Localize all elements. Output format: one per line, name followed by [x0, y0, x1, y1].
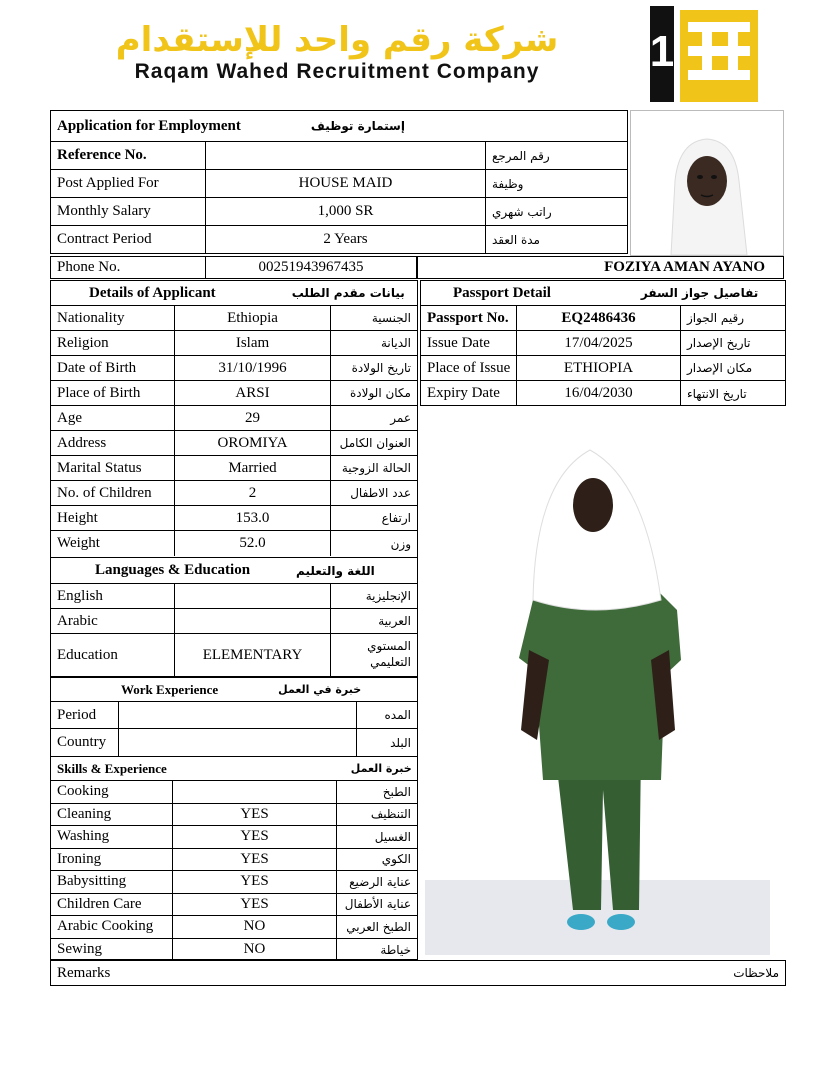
- applicant-ar-7: عدد الاطفال: [331, 481, 417, 506]
- passport-heading-english: Passport Detail: [453, 284, 551, 301]
- education-arabic: المستوي التعليمي: [367, 639, 411, 669]
- remarks-label: Remarks: [57, 964, 111, 981]
- skills-table: [50, 756, 418, 960]
- phone-label: Phone No.: [51, 257, 206, 278]
- skill-label-2: Washing: [51, 826, 173, 849]
- portrait-illustration: [631, 111, 783, 255]
- applicant-value-7: 2: [175, 481, 331, 506]
- skill-label-0: Cooking: [51, 781, 173, 804]
- skills-heading-english: Skills & Experience: [57, 761, 167, 776]
- applicant-value-0: Ethiopia: [175, 306, 331, 331]
- contract-label: Contract Period: [51, 226, 206, 253]
- skill-value-1: YES: [173, 804, 337, 827]
- skill-value-4: YES: [173, 871, 337, 894]
- applicant-label-1: Religion: [51, 331, 175, 356]
- applicant-label-3: Place of Birth: [51, 381, 175, 406]
- language-arabic-value: [175, 609, 331, 634]
- applicant-value-6: Married: [175, 456, 331, 481]
- work-period-value: [119, 702, 357, 729]
- applicant-value-1: Islam: [175, 331, 331, 356]
- reference-label: Reference No.: [51, 142, 206, 170]
- remarks-arabic: ملاحظات: [733, 966, 779, 980]
- form-title-row: [51, 111, 627, 142]
- skills-heading-arabic: خبرة العمل: [350, 762, 412, 775]
- applicant-ar-9: وزن: [390, 536, 411, 551]
- education-label: Education: [51, 634, 175, 676]
- salary-label-arabic: راتب شهري: [486, 198, 627, 226]
- passport-label-3: Expiry Date: [421, 381, 517, 406]
- applicant-value-9: 52.0: [175, 531, 331, 556]
- applicant-ar-5: العنوان الكامل: [331, 431, 417, 456]
- skill-ar-4: عناية الرضيع: [337, 871, 417, 894]
- applicant-ar-1: الديانة: [331, 331, 417, 356]
- applicant-label-2: Date of Birth: [51, 356, 175, 381]
- post-label-arabic: وظيفة: [486, 170, 627, 198]
- applicant-ar-3: مكان الولادة: [331, 381, 417, 406]
- company-name-english: Raqam Wahed Recruitment Company: [134, 60, 540, 83]
- remarks-row: [50, 960, 786, 986]
- passport-ar-2: مكان الإصدار: [681, 356, 785, 381]
- work-period-label: Period: [51, 702, 119, 729]
- passport-details-table: [420, 280, 786, 406]
- applicant-label-9: Weight: [51, 531, 175, 556]
- skill-ar-0: الطبخ: [337, 781, 417, 804]
- skill-label-6: Arabic Cooking: [51, 916, 173, 939]
- skill-value-0: [173, 781, 337, 804]
- applicant-label-5: Address: [51, 431, 175, 456]
- reference-label-arabic: رقم المرجع: [486, 142, 627, 170]
- applicant-value-2: 31/10/1996: [175, 356, 331, 381]
- applicant-ar-8: ارتفاع: [331, 506, 417, 531]
- languages-heading-row: [51, 558, 417, 584]
- passport-value-0: EQ2486436: [517, 306, 681, 331]
- skill-label-4: Babysitting: [51, 871, 173, 894]
- education-value: ELEMENTARY: [175, 634, 331, 676]
- language-arabic-label: Arabic: [51, 609, 175, 634]
- svg-text:1: 1: [650, 27, 675, 76]
- applicant-label-0: Nationality: [51, 306, 175, 331]
- work-heading-english: Work Experience: [121, 682, 219, 697]
- form-title-arabic: إستمارة توظيف: [310, 119, 405, 133]
- contract-label-arabic: مدة العقد: [492, 232, 540, 247]
- skill-ar-7: خياطة: [380, 942, 411, 957]
- work-period-arabic: المده: [357, 702, 417, 729]
- salary-value: 1,000 SR: [206, 198, 486, 226]
- applicant-heading-arabic: بيانات مقدم الطلب: [291, 286, 405, 300]
- passport-label-2: Place of Issue: [421, 356, 517, 381]
- applicant-name: FOZIYA AMAN AYANO: [417, 256, 784, 279]
- full-body-illustration: [425, 410, 785, 955]
- phone-value: 00251943967435: [258, 259, 364, 275]
- applicant-heading-english: Details of Applicant: [89, 284, 216, 301]
- skill-label-7: Sewing: [51, 939, 173, 962]
- work-country-label: Country: [51, 729, 119, 756]
- passport-value-1: 17/04/2025: [517, 331, 681, 356]
- passport-ar-0: رقيم الجواز: [681, 306, 785, 331]
- skill-value-3: YES: [173, 849, 337, 872]
- form-title-english: Application for Employment: [57, 117, 241, 134]
- skill-value-6: NO: [173, 916, 337, 939]
- languages-heading-english: Languages & Education: [95, 562, 251, 578]
- language-arabic-arabic: العربية: [331, 609, 417, 634]
- skill-value-7: NO: [173, 939, 337, 962]
- passport-ar-3: تاريخ الانتهاء: [687, 386, 747, 401]
- passport-value-2: ETHIOPIA: [517, 356, 681, 381]
- passport-label-0: Passport No.: [421, 306, 517, 331]
- applicant-label-8: Height: [51, 506, 175, 531]
- passport-heading-row: [421, 281, 785, 306]
- language-english-label: English: [51, 584, 175, 609]
- application-header-table: [50, 110, 628, 254]
- skill-ar-6: الطبخ العربي: [337, 916, 417, 939]
- contract-value: 2 Years: [206, 226, 486, 253]
- skill-ar-2: الغسيل: [337, 826, 417, 849]
- work-heading-arabic: خبرة في العمل: [278, 683, 362, 696]
- languages-heading-arabic: اللغة والتعليم: [296, 563, 375, 578]
- skill-label-5: Children Care: [51, 894, 173, 917]
- skills-heading-row: [51, 757, 417, 781]
- applicant-value-3: ARSI: [175, 381, 331, 406]
- post-value: HOUSE MAID: [206, 170, 486, 198]
- applicant-ar-0: الجنسية: [331, 306, 417, 331]
- passport-label-1: Issue Date: [421, 331, 517, 356]
- applicant-ar-6: الحالة الزوجية: [331, 456, 417, 481]
- work-heading-row: [51, 678, 417, 702]
- work-country-arabic: البلد: [390, 735, 411, 750]
- skill-ar-1: التنظيف: [337, 804, 417, 827]
- languages-table: [50, 557, 418, 677]
- applicant-label-4: Age: [51, 406, 175, 431]
- applicant-ar-4: عمر: [331, 406, 417, 431]
- company-name-arabic: شركة رقم واحد للإستقدام: [115, 20, 559, 60]
- salary-label: Monthly Salary: [51, 198, 206, 226]
- reference-value: [206, 142, 486, 170]
- applicant-label-7: No. of Children: [51, 481, 175, 506]
- skill-value-5: YES: [173, 894, 337, 917]
- applicant-details-table: [50, 280, 418, 558]
- brand-logo: [650, 6, 762, 106]
- applicant-value-8: 153.0: [175, 506, 331, 531]
- portrait-photo: [630, 110, 784, 256]
- full-body-photo: [425, 410, 785, 955]
- skill-ar-5: عناية الأطفال: [337, 894, 417, 917]
- applicant-value-5: OROMIYA: [175, 431, 331, 456]
- work-country-value: [119, 729, 357, 756]
- applicant-heading-row: [51, 281, 417, 306]
- applicant-ar-2: تاريخ الولادة: [331, 356, 417, 381]
- passport-ar-1: تاريخ الإصدار: [681, 331, 785, 356]
- skill-label-1: Cleaning: [51, 804, 173, 827]
- applicant-label-6: Marital Status: [51, 456, 175, 481]
- language-english-value: [175, 584, 331, 609]
- phone-row: [50, 256, 417, 279]
- skill-ar-3: الكوي: [337, 849, 417, 872]
- applicant-value-4: 29: [175, 406, 331, 431]
- language-english-arabic: الإنجليزية: [331, 584, 417, 609]
- skill-label-3: Ironing: [51, 849, 173, 872]
- passport-value-3: 16/04/2030: [517, 381, 681, 406]
- skill-value-2: YES: [173, 826, 337, 849]
- post-label: Post Applied For: [51, 170, 206, 198]
- work-experience-table: [50, 677, 418, 757]
- passport-heading-arabic: تفاصيل جواز السفر: [640, 286, 759, 300]
